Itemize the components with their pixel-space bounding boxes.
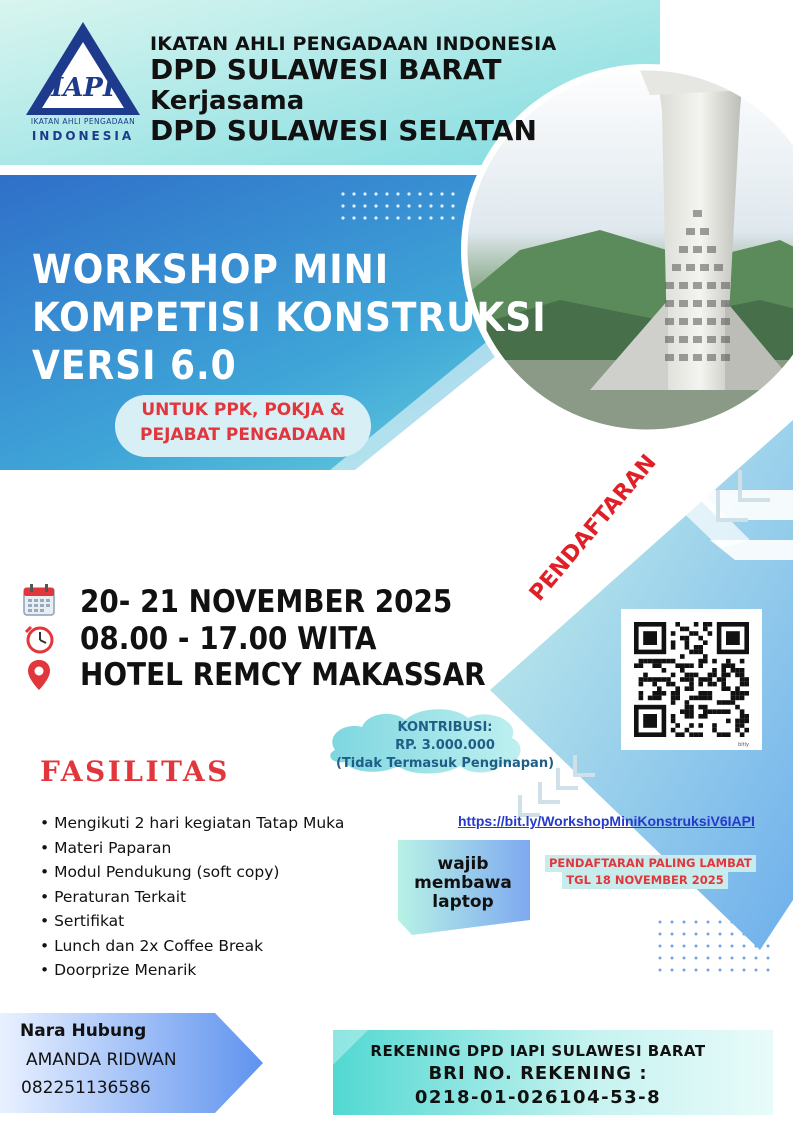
laptop-note (405, 855, 521, 912)
svg-text:bitly: bitly (738, 742, 749, 748)
contribution-text (330, 719, 560, 773)
registration-label: PENDAFTARAN (525, 450, 662, 607)
laptop-note-line-3: laptop (432, 892, 494, 912)
cooperation-word: Kerjasama (150, 86, 305, 116)
logo-country: INDONESIA (31, 129, 135, 143)
contribution-amount: RP. 3.000.000 (395, 738, 495, 753)
location-pin-icon (22, 658, 56, 692)
laptop-note-line-2: membawa (414, 873, 512, 893)
org-name: IKATAN AHLI PENGADAAN INDONESIA (150, 33, 557, 55)
bank-line-2: BRI NO. REKENING : (428, 1063, 648, 1084)
title-line-2: KOMPETISI KONSTRUKSI (32, 295, 547, 341)
clock-icon (22, 622, 56, 656)
title-line-3: VERSI 6.0 (32, 343, 237, 389)
calendar-icon (22, 583, 56, 617)
deadline-line-1: PENDAFTARAN PALING LAMBAT (545, 855, 756, 872)
svg-text:IAPI: IAPI (50, 73, 116, 103)
list-item: • Mengikuti 2 hari kegiatan Tatap Muka (40, 811, 344, 836)
bank-line-1: REKENING DPD IAPI SULAWESI BARAT (370, 1042, 706, 1060)
contact-heading: Nara Hubung (20, 1021, 147, 1041)
audience-text (115, 398, 371, 448)
qr-code-graphic (621, 609, 762, 750)
list-item: • Modul Pendukung (soft copy) (40, 860, 344, 885)
contact-name: AMANDA RIDWAN (26, 1050, 177, 1070)
list-item: • Materi Paparan (40, 836, 344, 861)
contribution-label: KONTRIBUSI: (397, 720, 493, 735)
contact-phone[interactable]: 082251136586 (21, 1078, 151, 1098)
audience-line-2: PEJABAT PENGADAAN (140, 425, 346, 445)
bank-account: 0218-01-026104-53-8 (414, 1087, 662, 1108)
dpd-line: DPD SULAWESI BARAT (150, 53, 502, 86)
qr-code[interactable] (621, 609, 762, 750)
registration-link[interactable]: https://bit.ly/WorkshopMiniKonstruksiV6IAPI (458, 813, 755, 829)
logo-subtitle: IKATAN AHLI PENGADAAN (30, 117, 136, 126)
partner-line: DPD SULAWESI SELATAN (150, 114, 537, 147)
list-item: • Lunch dan 2x Coffee Break (40, 934, 344, 959)
contribution-note: (Tidak Termasuk Penginapan) (335, 756, 555, 771)
facilities-heading: FASILITAS (40, 755, 230, 788)
list-item: • Sertifikat (40, 909, 344, 934)
list-item: • Peraturan Terkait (40, 885, 344, 910)
event-venue: HOTEL REMCY MAKASSAR (80, 657, 486, 693)
deadline-line-2: TGL 18 NOVEMBER 2025 (562, 872, 727, 889)
laptop-note-line-1: wajib (437, 854, 489, 874)
event-time: 08.00 - 17.00 WITA (80, 621, 377, 657)
audience-line-1: UNTUK PPK, POKJA & (141, 400, 345, 420)
registration-deadline (545, 855, 752, 889)
title-line-1: WORKSHOP MINI (32, 247, 390, 293)
facilities-list (40, 811, 344, 983)
list-item: • Doorprize Menarik (40, 958, 344, 983)
event-date: 20- 21 NOVEMBER 2025 (80, 584, 453, 620)
